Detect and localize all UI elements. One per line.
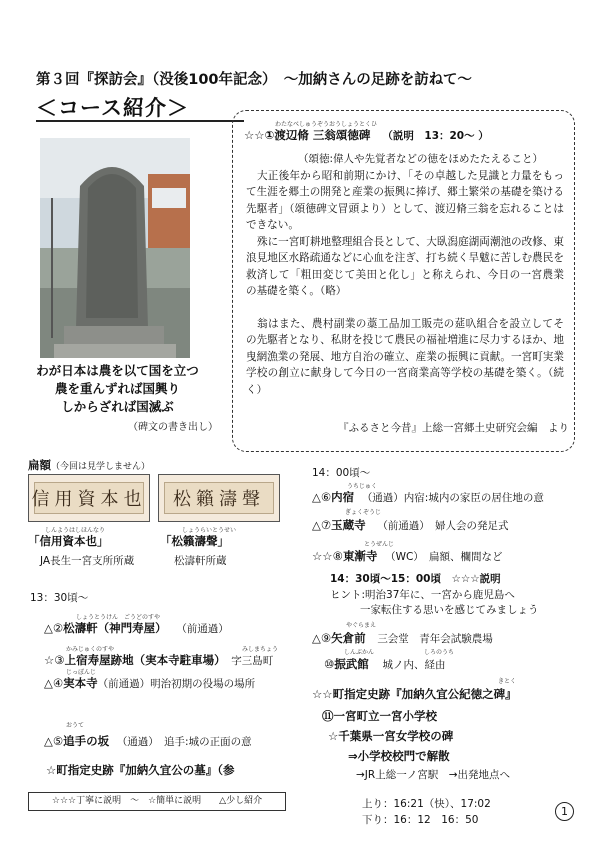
plaques-heading-note: （今回は見学しません） <box>51 462 151 472</box>
monument-photo <box>40 138 190 358</box>
stop-4-note: （前通過）明治初期の役場の場所 <box>97 678 256 690</box>
stop-9-note: 三会堂 青年会試験農場 <box>377 633 493 645</box>
stop-7-mark: △⑦ <box>312 518 332 532</box>
stop-6-name: 内宿 <box>331 490 355 504</box>
document-title: 第３回『探訪会』（没後100年記念） ～加納さんの足跡を訪ねて～ <box>36 72 472 88</box>
plaques-heading <box>28 457 150 473</box>
stop-10-note-ruby: しろのうち <box>424 649 455 656</box>
left-time: 13：30頃～ <box>30 592 89 604</box>
stop-6-mark: △⑥ <box>312 490 332 504</box>
plaque-2-owner: 松濤軒所蔵 <box>174 555 227 567</box>
stop-6-note: （通過）内宿:城内の家臣の居住地の意 <box>361 492 544 504</box>
stop-2-name: 松濤軒（神門寿屋） <box>63 621 167 635</box>
stop-6 <box>312 489 544 505</box>
plaque-1-owner: JA長生一宮支所所蔵 <box>40 555 135 567</box>
grave-heritage: ☆町指定史跡『加納久宜公の墓』（参 <box>46 763 235 777</box>
stop-10-mark: ⑩ <box>324 657 335 671</box>
stop-2-ruby: しょうとうけん <box>76 614 119 621</box>
explanation-time: 14：30頃～15：00頃 ☆☆☆説明 <box>330 573 501 585</box>
stop-10 <box>324 656 445 672</box>
stop-3-mark: ☆③ <box>44 653 65 667</box>
stop-11-mark: ⑪ <box>322 709 334 723</box>
stop-5 <box>44 733 252 749</box>
stop-8-name: 東漸寺 <box>342 549 378 563</box>
monument-heading-name: 渡辺脩 三翁頌徳碑 <box>274 128 371 142</box>
stop-4-ruby: じっぽんじ <box>66 669 97 676</box>
stop-2-ruby-b: ごうどのすや <box>124 614 161 621</box>
stop-2 <box>44 620 229 636</box>
stop-8-mark: ☆☆⑧ <box>312 549 343 563</box>
stop-3-name: 上宿寿屋跡地（実本寺駐車場） <box>64 653 226 667</box>
monument2-heading: ☆☆町指定史跡『加納久宜公紀徳之碑』 <box>312 687 517 701</box>
monument-heading-stars: ☆☆① <box>244 128 275 142</box>
stop-7 <box>312 517 509 533</box>
stop-3-ruby: かみじゅくのすや <box>66 646 115 653</box>
plaque-1-ruby: しんようはしほんなり <box>45 527 106 534</box>
inscription-line-2: 農を重んずれば国興り <box>54 381 180 396</box>
description-paragraph-2: 殊に一宮町耕地整理組合長として、大臥潟庭湖両潮池の改修、東浪見地区水路疏通などに心血を注ぎ、打ち続く旱魃に苦しむ農民を救済して「粗田変じて美田と化し」と称えられ、今日の一宮農業の基礎を築く。（略） <box>246 236 565 298</box>
definition-note: （頌徳:偉人や先覚者などの徳をほめたたえること） <box>298 153 544 165</box>
stop-9-ruby: やぐらまえ <box>346 622 377 629</box>
stop-7-name: 玉蔵寺 <box>331 518 366 532</box>
stop-2-note: （前通過） <box>176 623 229 635</box>
page-number: 1 <box>555 802 574 821</box>
stop-2-mark: △② <box>44 621 64 635</box>
hint-line-1: ヒント:明治37年に、一宮から鹿児島へ <box>330 589 515 601</box>
plaque-image-2-text: 松籟濤聲 <box>164 482 274 513</box>
stop-5-ruby: おうて <box>66 722 85 729</box>
description-paragraph-1: 大正後年から昭和前期にかけ、「その卓越した見識と力量をもって生涯を郷土の開発と産業の振興に捧げ、郷土繁栄の基礎を築ける先駆者」（頌徳碑文冒頭より）として、渡辺脩三翁を忘れることはできない。 <box>246 170 564 232</box>
stop-3 <box>44 652 273 668</box>
stop-12: ☆千葉県一宮女学校の碑 <box>328 729 454 743</box>
stop-3-note: 字三島町 <box>231 655 274 667</box>
train-up-times: 上り：16:21（快）、17:02 <box>362 798 491 810</box>
stop-4-mark: △④ <box>44 676 64 690</box>
monument-heading-ruby: わたなべしゅうぞうおうしょうとくひ <box>275 121 378 128</box>
course-heading: ＜コース紹介＞ <box>36 96 189 120</box>
stop-8-note: （WC） 扁額、欄間など <box>385 551 503 563</box>
plaques-heading-label: 扁額 <box>28 458 51 472</box>
monument-heading <box>244 127 489 143</box>
plaque-1-label: 「信用資本也」 <box>28 534 109 548</box>
dismissal: ⇒小学校校門で解散 <box>348 749 450 763</box>
inscription-line-3: しからざれば国滅ぶ <box>61 399 174 414</box>
description-paragraph-3: 翁はまた、農村副業の藁工品加工販売の莚叺組合を設立してその先駆者となり、私財を投じて農民の福祉増進に尽力するほか、地曳網漁業の発展、地方自治の確立、産業の振興に貢献。一宮町実業学校の創立に献身して今日の一宮商業高等学校の基礎を築く。（続く） <box>246 318 564 396</box>
stop-11-name: 一宮町立一宮小学校 <box>333 709 437 723</box>
plaque-image-2 <box>158 474 280 522</box>
course-heading-underline <box>36 120 244 122</box>
inscription-line-1: わが日本は農を以て国を立つ <box>36 363 199 378</box>
stop-5-name: 追手の坂 <box>63 734 110 748</box>
monument2-ruby: きとく <box>498 678 517 685</box>
plaque-image-1-text: 信用資本也 <box>34 482 144 513</box>
description-source: 『ふるさと今昔』上総一宮郷土史研究会編 より <box>338 422 569 434</box>
plaque-2-label: 「松籟濤聲」 <box>160 534 229 548</box>
stop-8-ruby: とうぜんじ <box>364 541 395 548</box>
train-down-times: 下り：16：12 16：50 <box>362 814 479 826</box>
stop-9-mark: △⑨ <box>312 631 332 645</box>
plaque-2-ruby: しょうらいとうせい <box>182 527 237 534</box>
stop-9 <box>312 630 493 646</box>
stop-4 <box>44 675 255 691</box>
stop-5-note: （通過） 追手:城の正面の意 <box>116 736 252 748</box>
stop-4-name: 実本寺 <box>63 676 98 690</box>
stop-10-ruby: しんぶかん <box>344 649 375 656</box>
legend-box: ☆☆☆丁寧に説明 ～ ☆簡単に説明 △少し紹介 <box>28 792 286 811</box>
plaque-image-1 <box>28 474 150 522</box>
monument-heading-time: （説明 13：20～ ） <box>382 130 489 142</box>
hint-line-2: 一家転住する思いを感じてみましょう <box>360 604 539 616</box>
stop-11 <box>322 708 437 724</box>
after-dismissal-route: →JR上総一ノ宮駅 →出発地点へ <box>356 769 510 781</box>
stop-6-ruby: うちじゅく <box>347 483 378 490</box>
stop-7-ruby: ぎょくぞうじ <box>345 509 382 516</box>
stop-10-name: 振武館 <box>334 657 369 671</box>
stop-8 <box>312 548 503 564</box>
stop-3-note-ruby: みしまちょう <box>242 646 279 653</box>
right-time: 14：00頃～ <box>312 467 371 479</box>
inscription-note: （碑文の書き出し） <box>128 422 218 433</box>
stop-7-note: （前通過） 婦人会の発足式 <box>377 520 509 532</box>
stop-10-note: 城ノ内、経由 <box>382 659 446 671</box>
monument-photo-image <box>40 138 190 358</box>
stop-5-mark: △⑤ <box>44 734 64 748</box>
stop-9-name: 矢倉前 <box>331 631 366 645</box>
